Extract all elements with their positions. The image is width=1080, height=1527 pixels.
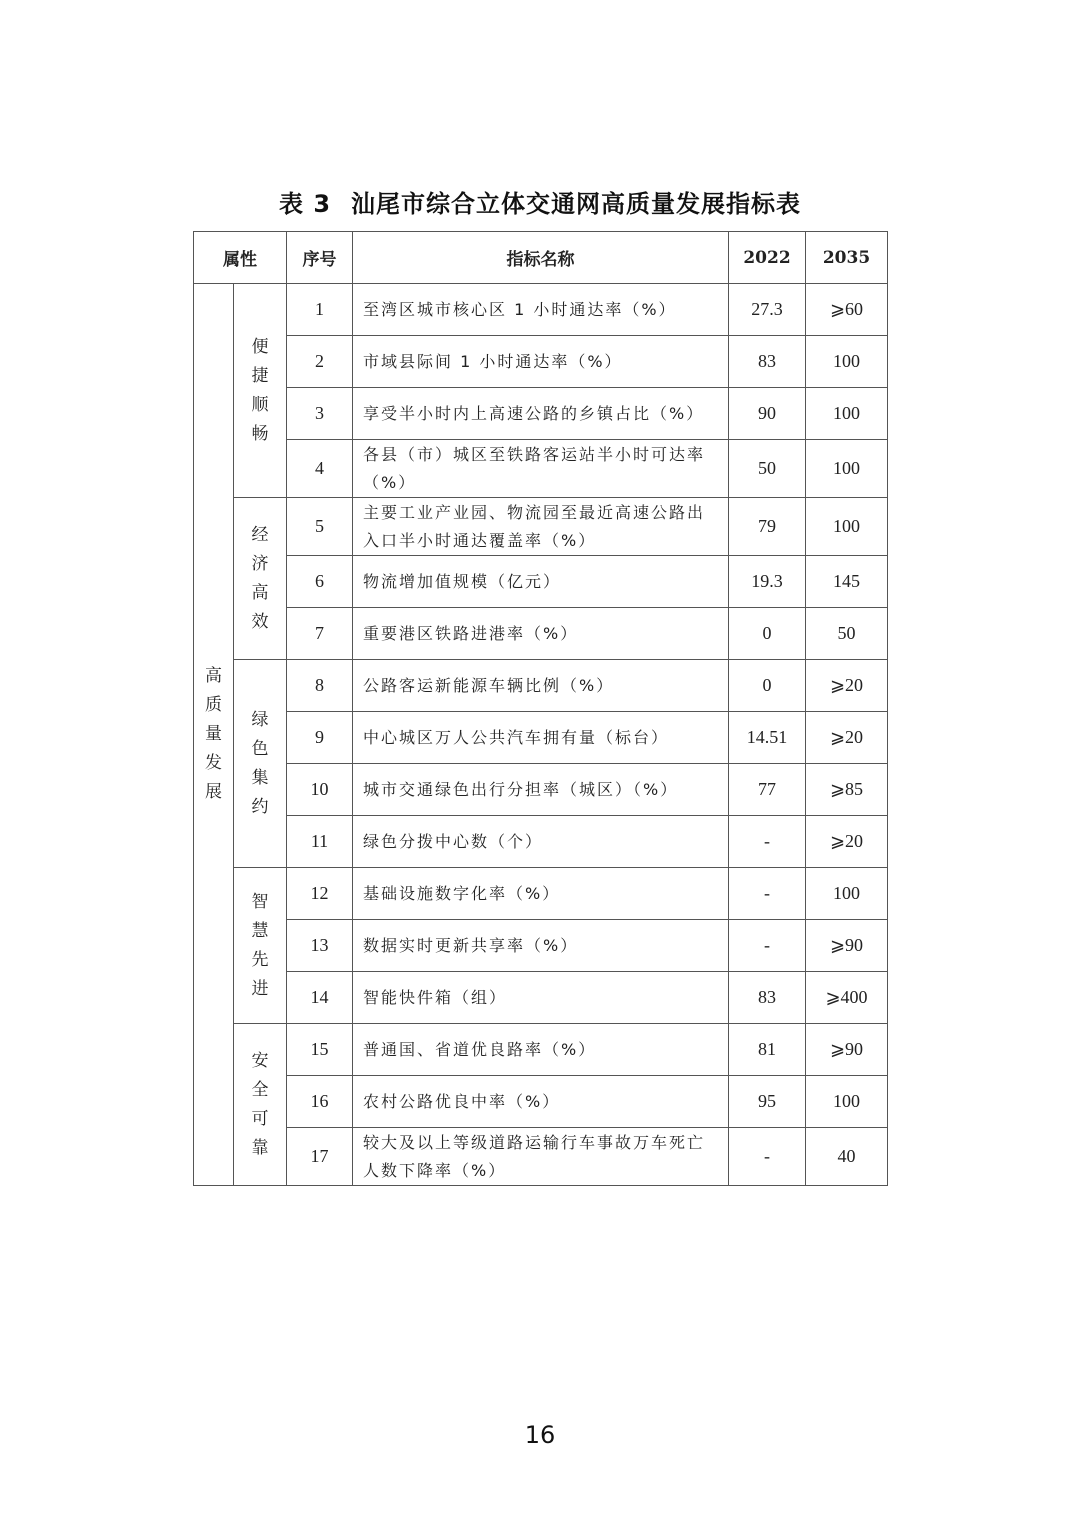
table-row bbox=[194, 764, 888, 816]
indicator-name: 城市交通绿色出行分担率（城区）（%） bbox=[353, 764, 729, 816]
table-row bbox=[194, 1128, 888, 1186]
table-row bbox=[194, 920, 888, 972]
value-2022: 81 bbox=[729, 1024, 806, 1076]
header-2022: 2022 bbox=[729, 232, 806, 284]
header-2035: 2035 bbox=[806, 232, 888, 284]
table-title-text: 汕尾市综合立体交通网高质量发展指标表 bbox=[351, 190, 802, 218]
value-2022: 0 bbox=[729, 660, 806, 712]
value-2035: 100 bbox=[806, 336, 888, 388]
table-row bbox=[194, 608, 888, 660]
header-name: 指标名称 bbox=[353, 232, 729, 284]
row-number: 15 bbox=[287, 1024, 353, 1076]
row-number: 9 bbox=[287, 712, 353, 764]
table-title bbox=[0, 184, 1080, 219]
value-2022: - bbox=[729, 920, 806, 972]
value-2035: ⩾90 bbox=[806, 1024, 888, 1076]
value-2035: 100 bbox=[806, 1076, 888, 1128]
group-cell: 经济高效 bbox=[234, 498, 287, 660]
value-2022: 50 bbox=[729, 440, 806, 498]
value-2022: 0 bbox=[729, 608, 806, 660]
value-2022: 14.51 bbox=[729, 712, 806, 764]
row-number: 10 bbox=[287, 764, 353, 816]
row-number: 2 bbox=[287, 336, 353, 388]
value-2035: ⩾90 bbox=[806, 920, 888, 972]
value-2022: - bbox=[729, 816, 806, 868]
indicator-name: 重要港区铁路进港率（%） bbox=[353, 608, 729, 660]
row-number: 6 bbox=[287, 556, 353, 608]
value-2035: ⩾20 bbox=[806, 816, 888, 868]
indicator-table bbox=[193, 231, 888, 1186]
table-row bbox=[194, 336, 888, 388]
group-cell: 安全可靠 bbox=[234, 1024, 287, 1186]
indicator-name: 市域县际间 1 小时通达率（%） bbox=[353, 336, 729, 388]
table-row bbox=[194, 816, 888, 868]
header-row bbox=[194, 232, 888, 284]
row-number: 3 bbox=[287, 388, 353, 440]
table-row bbox=[194, 498, 888, 556]
indicator-name: 享受半小时内上高速公路的乡镇占比（%） bbox=[353, 388, 729, 440]
indicator-name: 公路客运新能源车辆比例（%） bbox=[353, 660, 729, 712]
table-row bbox=[194, 1024, 888, 1076]
value-2022: - bbox=[729, 1128, 806, 1186]
indicator-name: 基础设施数字化率（%） bbox=[353, 868, 729, 920]
row-number: 17 bbox=[287, 1128, 353, 1186]
value-2035: ⩾60 bbox=[806, 284, 888, 336]
table-row bbox=[194, 1076, 888, 1128]
value-2035: 100 bbox=[806, 868, 888, 920]
indicator-name: 农村公路优良中率（%） bbox=[353, 1076, 729, 1128]
group-cell: 绿色集约 bbox=[234, 660, 287, 868]
row-number: 4 bbox=[287, 440, 353, 498]
table-row bbox=[194, 712, 888, 764]
indicator-name: 中心城区万人公共汽车拥有量（标台） bbox=[353, 712, 729, 764]
value-2022: - bbox=[729, 868, 806, 920]
header-attribute: 属性 bbox=[194, 232, 287, 284]
value-2022: 90 bbox=[729, 388, 806, 440]
value-2035: ⩾85 bbox=[806, 764, 888, 816]
group-cell: 智慧先进 bbox=[234, 868, 287, 1024]
value-2035: 145 bbox=[806, 556, 888, 608]
page-number: 16 bbox=[524, 1421, 556, 1449]
value-2022: 83 bbox=[729, 336, 806, 388]
value-2022: 77 bbox=[729, 764, 806, 816]
row-number: 12 bbox=[287, 868, 353, 920]
value-2022: 79 bbox=[729, 498, 806, 556]
indicator-name: 至湾区城市核心区 1 小时通达率（%） bbox=[353, 284, 729, 336]
row-number: 7 bbox=[287, 608, 353, 660]
indicator-name: 绿色分拨中心数（个） bbox=[353, 816, 729, 868]
table-row bbox=[194, 972, 888, 1024]
value-2035: ⩾400 bbox=[806, 972, 888, 1024]
value-2035: 40 bbox=[806, 1128, 888, 1186]
value-2035: 50 bbox=[806, 608, 888, 660]
row-number: 16 bbox=[287, 1076, 353, 1128]
row-number: 5 bbox=[287, 498, 353, 556]
table-row bbox=[194, 868, 888, 920]
row-number: 1 bbox=[287, 284, 353, 336]
row-number: 14 bbox=[287, 972, 353, 1024]
value-2022: 95 bbox=[729, 1076, 806, 1128]
value-2022: 83 bbox=[729, 972, 806, 1024]
indicator-name: 较大及以上等级道路运输行车事故万车死亡人数下降率（%） bbox=[353, 1128, 729, 1186]
row-number: 13 bbox=[287, 920, 353, 972]
row-number: 11 bbox=[287, 816, 353, 868]
table-row bbox=[194, 440, 888, 498]
value-2022: 27.3 bbox=[729, 284, 806, 336]
indicator-name: 主要工业产业园、物流园至最近高速公路出入口半小时通达覆盖率（%） bbox=[353, 498, 729, 556]
value-2035: 100 bbox=[806, 388, 888, 440]
indicator-name: 普通国、省道优良路率（%） bbox=[353, 1024, 729, 1076]
top-category-cell: 高质量发展 bbox=[194, 284, 234, 1186]
row-number: 8 bbox=[287, 660, 353, 712]
table-row bbox=[194, 284, 888, 336]
indicator-name: 物流增加值规模（亿元） bbox=[353, 556, 729, 608]
value-2035: ⩾20 bbox=[806, 660, 888, 712]
header-index: 序号 bbox=[287, 232, 353, 284]
indicator-name: 数据实时更新共享率（%） bbox=[353, 920, 729, 972]
indicator-name: 智能快件箱（组） bbox=[353, 972, 729, 1024]
table-row bbox=[194, 660, 888, 712]
table-row bbox=[194, 388, 888, 440]
table-number: 表 3 bbox=[278, 190, 332, 218]
indicator-name: 各县（市）城区至铁路客运站半小时可达率（%） bbox=[353, 440, 729, 498]
value-2035: 100 bbox=[806, 498, 888, 556]
value-2022: 19.3 bbox=[729, 556, 806, 608]
value-2035: ⩾20 bbox=[806, 712, 888, 764]
value-2035: 100 bbox=[806, 440, 888, 498]
group-cell: 便捷顺畅 bbox=[234, 284, 287, 498]
table-row bbox=[194, 556, 888, 608]
